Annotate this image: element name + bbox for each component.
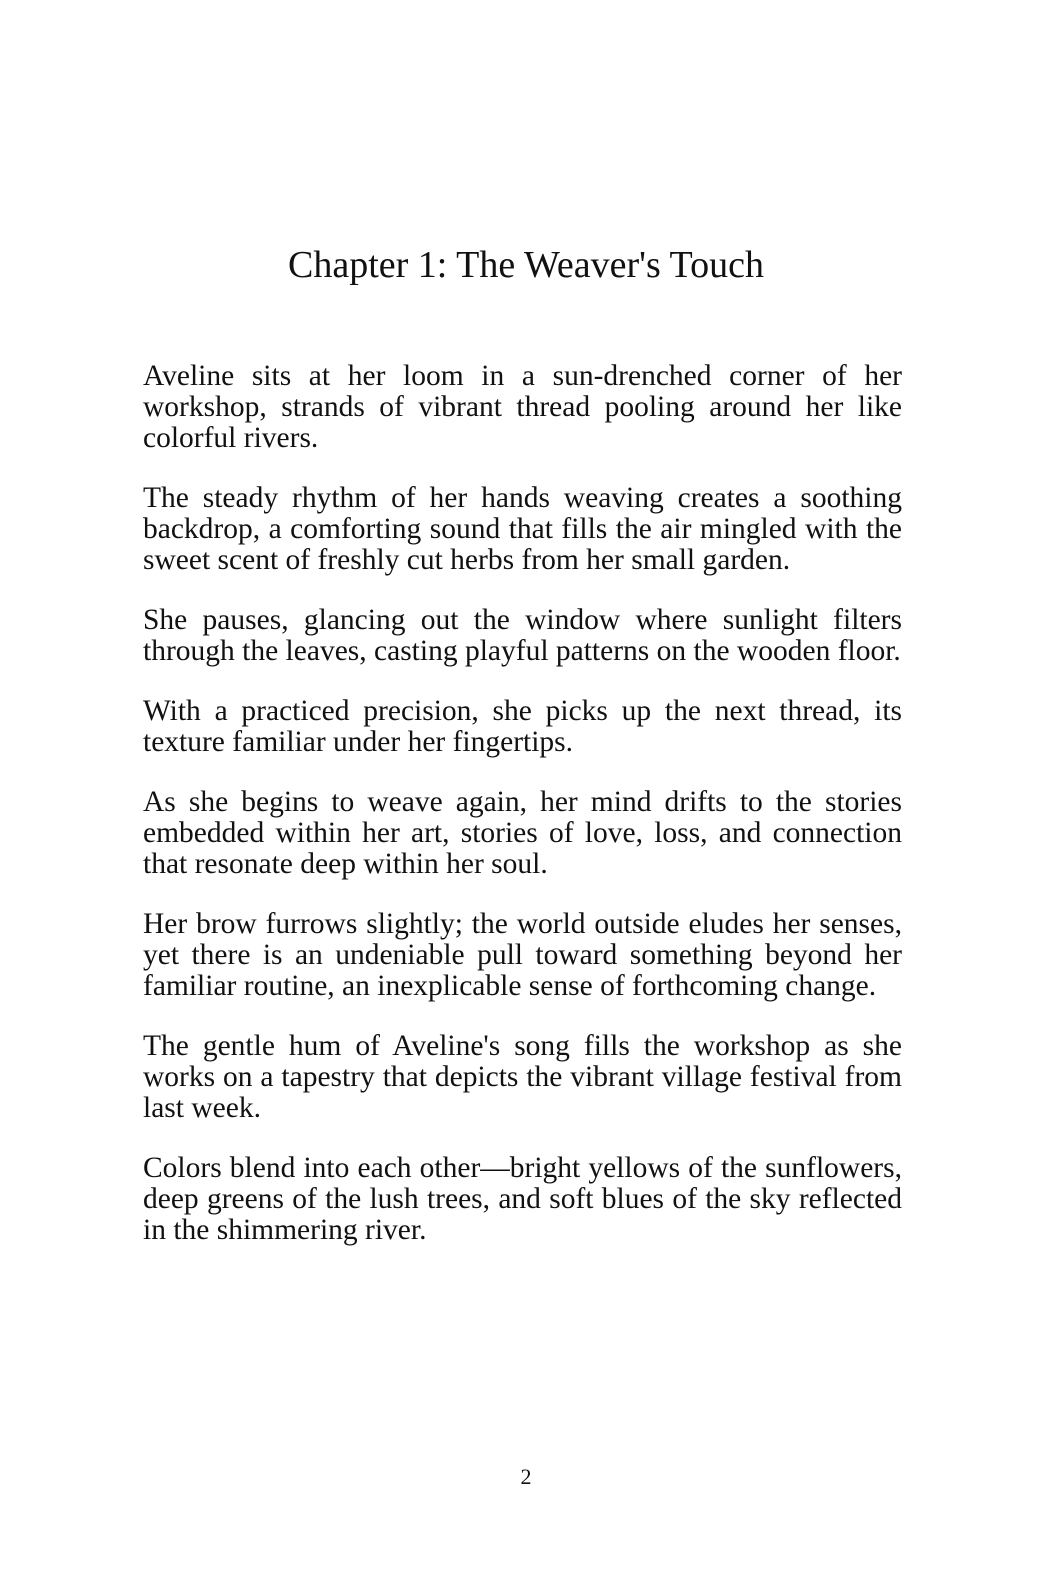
paragraph: As she begins to weave again, her mind drifts to the stories embedded within her art, stories of love, loss, and connection that resonate deep within her soul. bbox=[143, 786, 902, 880]
paragraph: Her brow furrows slightly; the world outside eludes her senses, yet there is an undeniable pull toward something beyond her familiar routine, an inexplicable sense of forthcoming change. bbox=[143, 908, 902, 1002]
paragraph: Aveline sits at her loom in a sun-drenched corner of her workshop, strands of vibrant thread pooling around her like colorful rivers. bbox=[143, 360, 902, 454]
paragraph: The gentle hum of Aveline's song fills the workshop as she works on a tapestry that depicts the vibrant village festival from last week. bbox=[143, 1030, 902, 1124]
chapter-title: Chapter 1: The Weaver's Touch bbox=[287, 244, 764, 286]
page-number: 2 bbox=[520, 1464, 532, 1489]
chapter-body bbox=[143, 361, 902, 1275]
paragraph: She pauses, glancing out the window where sunlight filters through the leaves, casting playful patterns on the wooden floor. bbox=[143, 604, 902, 667]
paragraph: Colors blend into each other—bright yellows of the sunflowers, deep greens of the lush trees, and soft blues of the sky reflected in the shimmering river. bbox=[143, 1152, 902, 1246]
paragraph: The steady rhythm of her hands weaving creates a soothing backdrop, a comforting sound that fills the air mingled with the sweet scent of freshly cut herbs from her small garden. bbox=[143, 482, 902, 576]
paragraph: With a practiced precision, she picks up the next thread, its texture familiar under her fingertips. bbox=[143, 695, 902, 758]
